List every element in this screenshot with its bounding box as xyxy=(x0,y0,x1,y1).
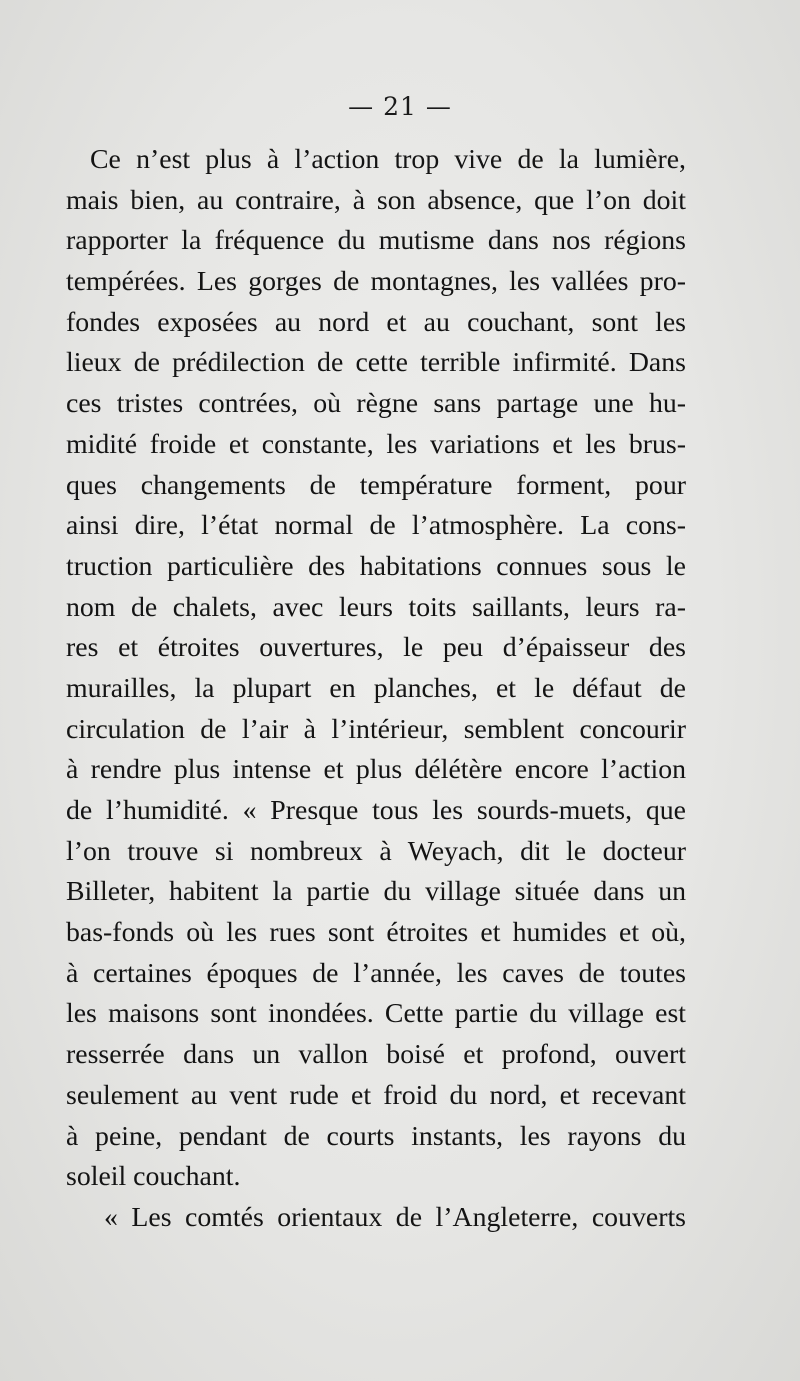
page-number: — 21 — xyxy=(348,92,452,121)
text-line: les maisons sont inondées. Cette partie du village est xyxy=(66,998,686,1030)
text-line: ces tristes contrées, où règne sans partage une hu- xyxy=(66,388,686,420)
text-line: rapporter la fréquence du mutisme dans nos régions xyxy=(66,225,686,257)
text-line: à rendre plus intense et plus délétère encore l’action xyxy=(66,754,686,786)
text-line: res et étroites ouvertures, le peu d’épaisseur des xyxy=(66,632,686,664)
text-line: bas-fonds où les rues sont étroites et humides et où, xyxy=(66,917,686,949)
text-line: « Les comtés orientaux de l’Angleterre, couverts xyxy=(104,1201,686,1233)
text-line: tempérées. Les gorges de montagnes, les vallées pro- xyxy=(66,266,686,298)
text-line: lieux de prédilection de cette terrible infirmité. Dans xyxy=(66,347,686,379)
text-line: circulation de l’air à l’intérieur, semblent concourir xyxy=(66,713,686,745)
text-line: à peine, pendant de courts instants, les rayons du xyxy=(66,1120,686,1152)
text-line: murailles, la plupart en planches, et le défaut de xyxy=(66,672,686,704)
text-line: fondes exposées au nord et au couchant, sont les xyxy=(66,306,686,338)
text-line: ainsi dire, l’état normal de l’atmosphère. La cons- xyxy=(66,510,686,542)
text-line: midité froide et constante, les variations et les brus- xyxy=(66,428,686,460)
text-line: de l’humidité. « Presque tous les sourds-muets, que xyxy=(66,795,686,826)
text-line: à certaines époques de l’année, les caves de toutes xyxy=(66,957,686,989)
body-text xyxy=(66,140,686,1239)
text-line: ques changements de température forment, pour xyxy=(66,469,686,501)
text-line: truction particulière des habitations connues sous le xyxy=(66,550,686,582)
text-line: nom de chalets, avec leurs toits saillants, leurs ra- xyxy=(66,591,686,623)
text-line: mais bien, au contraire, à son absence, que l’on doit xyxy=(66,184,686,216)
text-line: Billeter, habitent la partie du village située dans un xyxy=(66,876,686,908)
text-line: Ce n’est plus à l’action trop vive de la lumière, xyxy=(90,144,686,175)
text-line: soleil couchant. xyxy=(66,1161,241,1193)
text-line: seulement au vent rude et froid du nord, et recevant xyxy=(66,1079,686,1111)
text-line: resserrée dans un vallon boisé et profond, ouvert xyxy=(66,1039,686,1071)
text-line: l’on trouve si nombreux à Weyach, dit le docteur xyxy=(66,835,686,867)
